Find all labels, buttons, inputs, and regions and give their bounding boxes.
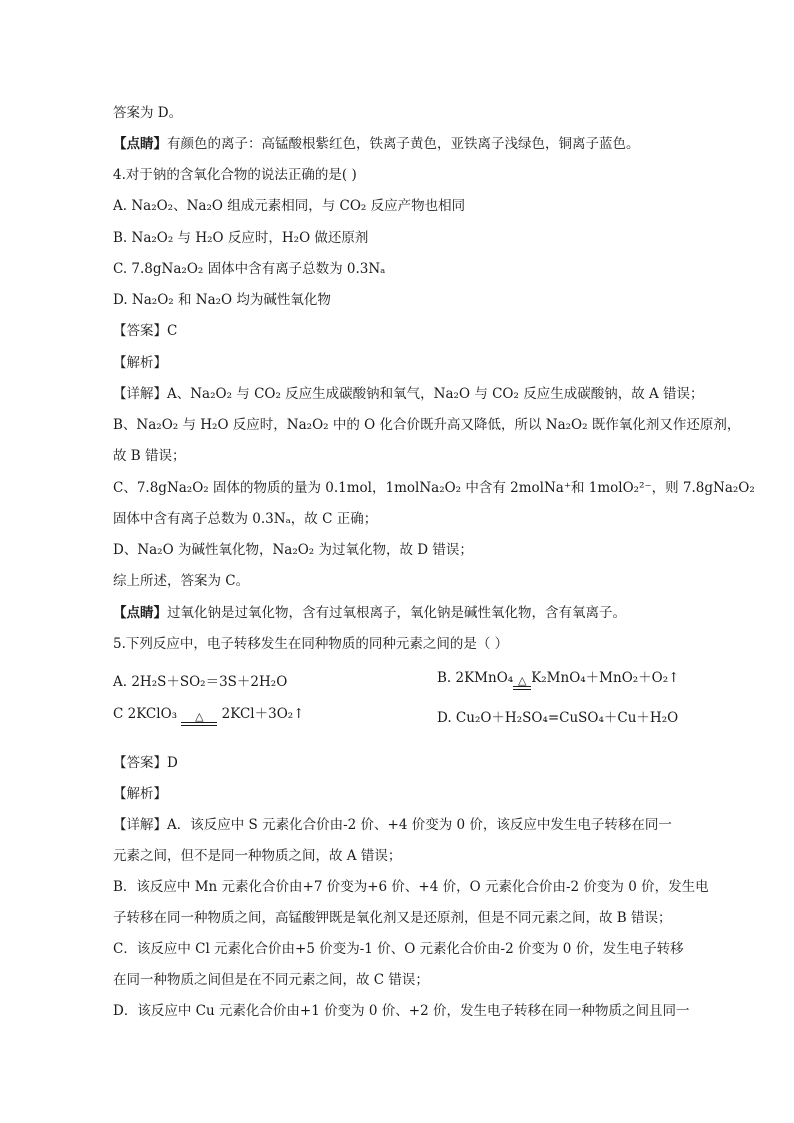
question-4-option-c: C. 7.8gNa₂O₂ 固体中含有离子总数为 0.3Nₐ (113, 261, 386, 277)
question-5-detail: C．该反应中 Cl 元素化合价由+5 价变为-1 价、O 元素化合价由-2 价变为 0 价，发生电子转移 (113, 941, 684, 957)
question-5-answer: 【答案】D (113, 755, 178, 771)
question-4-option-b: B. Na₂O₂ 与 H₂O 反应时，H₂O 做还原剂 (113, 230, 369, 246)
question-5-detail: 【详解】A．该反应中 S 元素化合价由-2 价、+4 价变为 0 价，该反应中发生电子转移在同一 (113, 817, 672, 833)
question-4-option-d: D. Na₂O₂ 和 Na₂O 均为碱性氧化物 (113, 292, 331, 308)
question-5-option-d: D. Cu₂O＋H₂SO₄=CuSO₄＋Cu＋H₂O (437, 710, 679, 726)
answer-line: 答案为 D。 (113, 105, 183, 121)
question-4-detail: C、7.8gNa₂O₂ 固体的物质的量为 0.1mol，1molNa₂O₂ 中含有 2molNa⁺和 1molO₂²⁻，则 7.8gNa₂O₂ (113, 480, 755, 496)
question-4-analysis-heading: 【解析】 (113, 355, 167, 371)
question-4-option-a: A. Na₂O₂、Na₂O 组成元素相同，与 CO₂ 反应产物也相同 (113, 198, 466, 214)
heat-equation-sign: △ (513, 675, 531, 690)
tip-tag: 【点睛】 (113, 136, 167, 152)
question-5-option-a: A. 2H₂S＋SO₂＝3S＋2H₂O (113, 674, 288, 690)
tip-tag: 【点睛】 (113, 605, 167, 621)
question-5-detail: 在同一种物质之间但是在不同元素之间，故 C 错误； (113, 972, 429, 988)
question-5-detail: B．该反应中 Mn 元素化合价由+7 价变为+6 价、+4 价，O 元素化合价由-2 价变为 0 价，发生电 (113, 879, 709, 895)
question-4-tip (113, 603, 626, 623)
question-4-answer: 【答案】C (113, 323, 178, 339)
tip-text: 有颜色的离子：高锰酸根紫红色，铁离子黄色，亚铁离子浅绿色，铜离子蓝色。 (167, 136, 640, 152)
question-4-detail: 故 B 错误； (113, 448, 186, 464)
question-5-detail: 子转移在同一种物质之间，高锰酸钾既是氧化剂又是还原剂，但是不同元素之间，故 B 错误； (113, 910, 672, 926)
question-4-summary: 综上所述，答案为 C。 (113, 573, 250, 589)
heat-equation-sign: △ (181, 711, 217, 726)
tip-text: 过氧化钠是过氧化物，含有过氧根离子，氧化钠是碱性氧化物，含有氧离子。 (167, 605, 626, 621)
question-4-detail: 【详解】A、Na₂O₂ 与 CO₂ 反应生成碳酸钠和氧气，Na₂O 与 CO₂ 反应生成碳酸钠，故 A 错误； (113, 386, 704, 402)
question-5-detail: 元素之间，但不是同一种物质之间，故 A 错误； (113, 848, 402, 864)
question-5-analysis-heading: 【解析】 (113, 786, 167, 802)
question-5-title: 5.下列反应中，电子转移发生在同种物质的同种元素之间的是（ ） (113, 636, 509, 652)
question-4-detail: D、Na₂O 为碱性氧化物，Na₂O₂ 为过氧化物，故 D 错误； (113, 542, 473, 558)
question-4-detail: B、Na₂O₂ 与 H₂O 反应时，Na₂O₂ 中的 O 化合价既升高又降低，所以 Na₂O₂ 既作氧化剂又作还原剂， (113, 417, 741, 433)
question-4-detail: 固体中含有离子总数为 0.3Nₐ，故 C 正确； (113, 511, 378, 527)
question-4-title: 4.对于钠的含氧化合物的说法正确的是( ) (113, 167, 357, 183)
question-5-option-c: C 2KClO₃ △ 2KCl＋3O₂↑ (113, 704, 305, 726)
tip-line (113, 134, 640, 154)
question-5-detail: D．该反应中 Cu 元素化合价由+1 价变为 0 价、+2 价，发生电子转移在同一种物质之间且同一 (113, 1003, 690, 1019)
question-5-option-b: B. 2KMnO₄ △ K₂MnO₄＋MnO₂＋O₂↑ (437, 668, 679, 690)
